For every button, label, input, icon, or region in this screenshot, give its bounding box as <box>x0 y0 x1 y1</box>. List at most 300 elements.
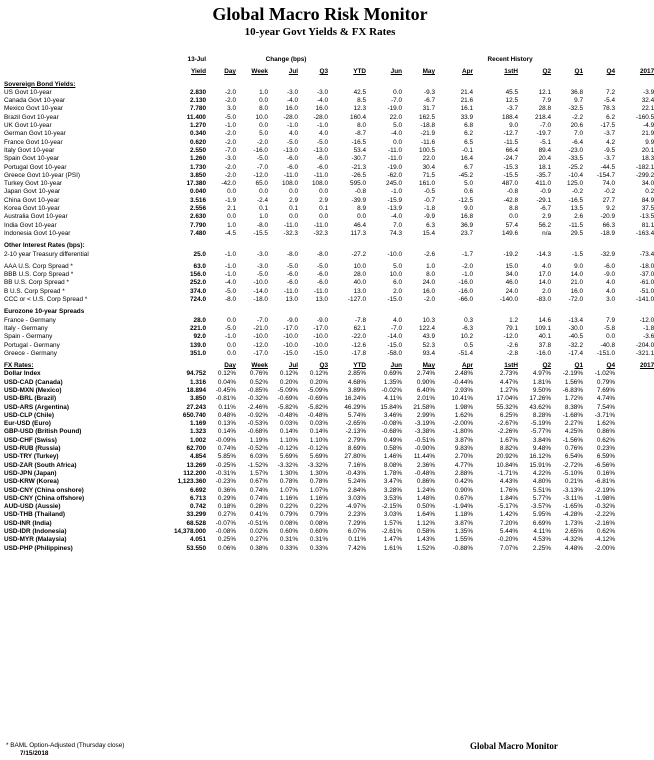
column-header: Q1 <box>574 362 584 370</box>
row-change: -0.52% <box>247 445 268 453</box>
row-change: 30.4 <box>422 163 436 171</box>
row-change: 5.0 <box>393 122 403 130</box>
fx-row <box>4 536 654 544</box>
column-header: Q4 <box>606 362 616 370</box>
row-change: 0.13% <box>217 420 236 428</box>
row-value: 17.380 <box>186 180 206 188</box>
row-change: -3.6 <box>643 333 654 341</box>
row-change: -73.4 <box>639 250 654 258</box>
table-row <box>4 222 654 230</box>
row-change: -11.0 <box>283 171 298 179</box>
row-label: Korea Govt 10-year <box>4 205 60 213</box>
row-label: Greece - Germany <box>4 349 57 357</box>
row-change: 0.14% <box>309 428 328 436</box>
row-value: 0.620 <box>190 138 206 146</box>
row-value: 1,123.360 <box>177 478 206 486</box>
column-header: May <box>422 362 436 370</box>
row-change: 0.08% <box>309 519 328 527</box>
row-label: Turkey Govt 10-year <box>4 180 63 188</box>
row-label: German Govt 10-year <box>4 130 66 138</box>
row-change: 2.84% <box>347 486 367 494</box>
row-change: 7.0 <box>393 221 403 229</box>
section-title-row <box>4 242 654 250</box>
row-change: 79.1 <box>505 324 519 332</box>
row-change: -2.65% <box>345 420 367 428</box>
row-change: 0.11% <box>348 536 367 544</box>
row-change: 0.03% <box>309 420 328 428</box>
row-change: 10.0 <box>389 271 403 279</box>
row-change: -44.5 <box>600 163 616 171</box>
column-header: Jul <box>288 362 298 370</box>
row-change: 1.55% <box>454 536 474 544</box>
row-label: France Govt 10-year <box>4 138 63 146</box>
row-change: 9.48% <box>532 445 552 453</box>
row-change: 31.7 <box>422 105 436 113</box>
row-change: -45.2 <box>458 171 474 179</box>
row-change: 3.53% <box>383 494 403 502</box>
row-change: -5.0 <box>224 113 236 121</box>
row-change: 1.0 <box>259 88 268 96</box>
row-change: 10.3 <box>422 316 436 324</box>
row-change: 0.79% <box>596 378 616 386</box>
row-change: 8.0 <box>426 271 436 279</box>
row-change: 4.22% <box>532 469 552 477</box>
row-change: 0.67% <box>454 494 474 502</box>
row-change: -3.7 <box>604 130 616 138</box>
row-change: 9.50% <box>532 386 552 394</box>
row-change: 3.87% <box>454 519 474 527</box>
table-row <box>4 89 654 97</box>
row-change: 11.44% <box>413 453 436 461</box>
row-change: 1.0 <box>259 213 268 221</box>
row-change: 1.27% <box>499 386 519 394</box>
row-change: 1.84% <box>499 494 519 502</box>
row-change: -14.0 <box>387 333 403 341</box>
row-change: 21.4 <box>460 88 474 96</box>
row-change: 0.0 <box>393 138 403 146</box>
fx-row <box>4 503 654 511</box>
row-change: -6.0 <box>604 262 616 270</box>
row-change: 0.03% <box>279 420 298 428</box>
row-change: 1.72% <box>564 395 584 403</box>
row-change: -3.0 <box>316 88 328 96</box>
row-change: 3.46% <box>383 411 403 419</box>
row-change: -10.0 <box>313 341 328 349</box>
row-change: -1.0 <box>224 250 236 258</box>
row-change: -39.9 <box>351 196 367 204</box>
row-change: -5.8 <box>604 324 616 332</box>
row-change: -4.9 <box>643 122 654 130</box>
row-change: -6.0 <box>316 155 328 163</box>
row-change: -2.19% <box>594 486 616 494</box>
row-change: -13.9 <box>387 205 403 213</box>
row-change: 4.80% <box>532 478 552 486</box>
header-change: Change (bps) <box>265 56 307 63</box>
row-value: 1.316 <box>190 378 206 386</box>
row-label: AAA U.S. Corp Spread * <box>4 262 73 270</box>
row-change: -5.4 <box>604 97 616 105</box>
row-change: -1.68% <box>562 411 584 419</box>
row-change: -7.0 <box>256 163 268 171</box>
row-change: 1.57% <box>249 469 268 477</box>
row-change: -0.09% <box>215 436 236 444</box>
row-change: 0.79% <box>279 511 298 519</box>
row-change: -0.20% <box>497 536 519 544</box>
row-change: -1.8 <box>643 324 654 332</box>
row-change: -21.9 <box>420 130 436 138</box>
row-change: 5.0 <box>393 262 403 270</box>
row-change: 32.4 <box>641 97 654 105</box>
row-change: -5.09% <box>277 386 298 394</box>
row-change: 1.42% <box>499 511 519 519</box>
row-change: 0.0 <box>289 188 298 196</box>
table-row <box>4 296 654 304</box>
row-label: Mexico Govt 10-year <box>4 105 63 113</box>
fx-row <box>4 437 654 445</box>
header-row-top <box>4 56 654 64</box>
row-change: -66.0 <box>458 296 474 304</box>
row-value: 2.830 <box>190 88 206 96</box>
row-change: -2.0 <box>462 262 474 270</box>
row-change: 0.1 <box>259 205 268 213</box>
row-change: -11.5 <box>568 221 584 229</box>
row-label: USD-CAD (Canada) <box>4 378 63 386</box>
row-change: 161.0 <box>419 180 436 188</box>
row-change: -1.0 <box>462 271 474 279</box>
row-change: -15.9 <box>387 196 403 204</box>
row-change: -0.2 <box>604 188 616 196</box>
row-change: -72.0 <box>568 296 584 304</box>
row-change: -5.0 <box>224 324 236 332</box>
row-change: -6.0 <box>286 271 298 279</box>
row-change: 37.8 <box>538 341 552 349</box>
row-change: -3.9 <box>643 88 654 96</box>
row-change: 24.0 <box>422 279 436 287</box>
row-change: 2.01% <box>416 395 436 403</box>
table-row <box>4 350 654 358</box>
row-change: -3.0 <box>256 250 268 258</box>
row-label: BB U.S. Corp Spread * <box>4 279 70 287</box>
row-change: -10.0 <box>253 279 268 287</box>
row-change: 81.1 <box>641 221 654 229</box>
row-change: 4.25% <box>564 428 584 436</box>
row-value: 2.550 <box>190 146 206 154</box>
row-change: 27.80% <box>344 453 367 461</box>
row-change: -9.3 <box>424 88 436 96</box>
row-change: -9.5 <box>604 146 616 154</box>
fx-title: FX Rates: <box>4 362 34 370</box>
row-change: -30.7 <box>351 155 367 163</box>
row-change: 2.48% <box>454 370 474 378</box>
table-row <box>4 263 654 271</box>
row-change: 1.16% <box>309 494 328 502</box>
row-change: 3.87% <box>454 436 474 444</box>
row-change: -2.2 <box>572 113 584 121</box>
row-change: 4.47% <box>499 378 519 386</box>
row-change: 12.5 <box>505 97 519 105</box>
row-label: BBB U.S. Corp Spread * <box>4 271 74 279</box>
column-header: Day <box>224 362 236 370</box>
row-label: USD-THB (Thailand) <box>4 511 66 519</box>
row-change: 1.16% <box>279 494 298 502</box>
footnote-block <box>6 742 124 758</box>
row-change: -19.7 <box>536 130 552 138</box>
row-change: -8.0 <box>316 250 328 258</box>
row-change: -0.44% <box>452 378 474 386</box>
row-change: -0.81% <box>215 395 236 403</box>
row-change: 2.73% <box>499 370 519 378</box>
row-change: -0.92% <box>247 411 268 419</box>
row-change: 0.06% <box>217 544 236 552</box>
row-change: 1.43% <box>416 536 436 544</box>
fx-row <box>4 395 654 403</box>
row-value: 53.550 <box>186 544 206 552</box>
row-change: 13.5 <box>570 205 584 213</box>
row-change: -15.5 <box>503 171 519 179</box>
row-change: -17.0 <box>283 324 298 332</box>
row-change: -21.3 <box>351 163 367 171</box>
row-change: -1.9 <box>224 196 236 204</box>
row-change: 12.3 <box>353 105 367 113</box>
row-change: 1.10% <box>309 436 328 444</box>
row-change: -3.11% <box>563 494 584 502</box>
row-change: 65.0 <box>255 180 268 188</box>
row-change: 0.67% <box>249 478 268 486</box>
row-change: 0.0 <box>606 333 616 341</box>
column-header: 1stH <box>504 68 519 76</box>
row-label: Japan Govt 10-year <box>4 188 61 196</box>
row-change: 1.98% <box>454 403 474 411</box>
row-change: 0.36% <box>217 486 236 494</box>
row-change: -2.0 <box>224 163 236 171</box>
row-value: 156.0 <box>190 271 206 279</box>
row-change: 1.07% <box>309 486 328 494</box>
row-change: 6.40% <box>416 386 436 394</box>
row-change: 66.3 <box>602 221 616 229</box>
row-change: -2.6 <box>424 250 436 258</box>
row-change: -2.00% <box>594 544 616 552</box>
row-change: 10.0 <box>255 113 268 121</box>
row-change: 17.0 <box>538 271 552 279</box>
row-change: -1.80% <box>452 428 474 436</box>
row-change: 122.4 <box>419 324 436 332</box>
row-change: 0.12% <box>279 370 298 378</box>
table-row <box>4 155 654 163</box>
row-change: -1.02% <box>594 370 616 378</box>
row-change: -40.8 <box>600 341 616 349</box>
row-change: 24.0 <box>505 287 519 295</box>
row-change: 6.7 <box>464 163 474 171</box>
row-change: -0.7 <box>424 196 436 204</box>
row-change: -141.0 <box>636 296 654 304</box>
row-change: -5.0 <box>224 287 236 295</box>
header-spacer <box>4 56 172 64</box>
row-change: -12.6 <box>351 341 367 349</box>
row-change: 16.0 <box>422 287 436 295</box>
row-change: 0.12% <box>309 370 328 378</box>
row-change: 5.69% <box>279 453 298 461</box>
row-change: -1.94% <box>452 503 474 511</box>
row-change: 36.9 <box>460 221 474 229</box>
row-change: -15.0 <box>313 349 328 357</box>
row-change: 0.76% <box>564 445 584 453</box>
row-change: 1.48% <box>416 494 436 502</box>
row-label: USD-IDR (Indonesia) <box>4 528 67 536</box>
row-change: 7.42% <box>347 544 367 552</box>
row-label: AUD-USD (Aussie) <box>4 503 61 511</box>
column-header: Day <box>224 68 236 76</box>
row-change: -14.3 <box>536 250 552 258</box>
row-change: 0.48% <box>217 411 236 419</box>
row-value: 0.742 <box>190 503 206 511</box>
row-change: -32.9 <box>600 250 616 258</box>
row-change: 4.48% <box>564 544 584 552</box>
row-change: -35.7 <box>536 171 552 179</box>
row-value: 18.894 <box>186 386 206 394</box>
row-change: -3.38% <box>414 428 436 436</box>
row-change: -29.1 <box>536 196 552 204</box>
table-row <box>4 333 654 341</box>
row-change: -3.32% <box>277 461 298 469</box>
row-change: -0.32% <box>594 503 616 511</box>
row-label: USD-CHF (Swiss) <box>4 436 57 444</box>
row-change: 93.4 <box>422 349 436 357</box>
row-label: USD-KRW (Korea) <box>4 478 59 486</box>
table-row <box>4 205 654 213</box>
row-change: -0.1 <box>462 146 474 154</box>
row-change: 7.9 <box>606 316 616 324</box>
row-change: 1.67% <box>499 436 519 444</box>
row-change: -9.0 <box>286 316 298 324</box>
row-change: -1.7 <box>462 250 474 258</box>
row-change: 4.11% <box>384 395 403 403</box>
row-value: 6.692 <box>190 486 206 494</box>
row-change: -8.0 <box>256 221 268 229</box>
row-change: 2.36% <box>416 461 436 469</box>
row-change: 3.0 <box>606 296 616 304</box>
row-change: 0.11% <box>218 403 236 411</box>
row-change: 4.0 <box>606 287 616 295</box>
row-change: 10.0 <box>353 262 367 270</box>
row-change: 34.0 <box>505 271 519 279</box>
row-change: 1.10% <box>279 436 298 444</box>
row-change: 1.46% <box>383 453 403 461</box>
fx-row <box>4 420 654 428</box>
row-label: Dollar Index <box>4 370 41 378</box>
row-change: 0.76% <box>249 370 268 378</box>
row-change: -8.7 <box>355 130 367 138</box>
row-change: -154.7 <box>596 171 616 179</box>
row-change: -8.0 <box>224 296 236 304</box>
row-value: 13.269 <box>186 461 206 469</box>
row-change: 10.41% <box>451 395 474 403</box>
row-change: 4.0 <box>542 262 552 270</box>
row-change: -4.97% <box>345 503 367 511</box>
fx-column-header-row <box>4 362 654 370</box>
row-change: -2.15% <box>381 503 403 511</box>
row-value: 650.740 <box>182 411 206 419</box>
row-change: 5.77% <box>532 494 552 502</box>
row-change: 14.6 <box>538 316 552 324</box>
row-change: -2.72% <box>562 461 584 469</box>
row-change: -3.19% <box>414 420 436 428</box>
row-change: 89.4 <box>538 146 552 154</box>
column-header: Q1 <box>574 68 584 76</box>
column-header: 1stH <box>504 362 519 370</box>
row-change: 13.0 <box>353 287 367 295</box>
row-change: -0.69% <box>307 395 328 403</box>
row-change: 2.25% <box>532 544 552 552</box>
row-label: USD-MYR (Malaysia) <box>4 536 67 544</box>
row-change: -6.81% <box>594 478 616 486</box>
row-value: 1.169 <box>190 420 206 428</box>
table-row <box>4 139 654 147</box>
row-label: France - Germany <box>4 316 56 324</box>
fx-row <box>4 428 654 436</box>
column-header: Q2 <box>542 362 552 370</box>
row-change: 0.90% <box>416 378 436 386</box>
row-change: -321.1 <box>636 349 654 357</box>
row-change: 6.3 <box>426 221 436 229</box>
row-change: 0.18% <box>217 503 236 511</box>
row-value: 27.243 <box>186 403 206 411</box>
row-value: 1.002 <box>190 436 206 444</box>
row-change: 1.35% <box>454 528 474 536</box>
row-change: -16.0 <box>536 349 552 357</box>
row-change: 71.5 <box>422 171 436 179</box>
row-value: 25.0 <box>193 250 206 258</box>
row-change: -0.23% <box>215 478 236 486</box>
row-label: China Govt 10-year <box>4 196 60 204</box>
row-change: n/a <box>542 229 552 237</box>
row-label: Australia Govt 10-year <box>4 213 68 221</box>
row-change: 9.9 <box>645 138 654 146</box>
table-row <box>4 105 654 113</box>
row-change: 0.0 <box>319 213 328 221</box>
row-label: GBP-USD (British Pound) <box>4 428 82 436</box>
row-change: -15.3 <box>503 163 519 171</box>
row-change: -5.82% <box>277 403 298 411</box>
row-change: -1.5 <box>572 250 584 258</box>
row-change: -0.07% <box>215 519 236 527</box>
column-header: Week <box>251 362 268 370</box>
row-change: -9.0 <box>316 316 328 324</box>
row-change: 0.0 <box>259 188 268 196</box>
row-change: -25.2 <box>568 163 584 171</box>
row-change: 6.69% <box>532 519 552 527</box>
row-value: 1.260 <box>190 155 206 163</box>
row-change: 117.3 <box>350 229 367 237</box>
row-change: 2.0 <box>542 287 552 295</box>
row-change: 4.0 <box>606 279 616 287</box>
row-change: 4.68% <box>347 378 367 386</box>
row-change: -0.02% <box>381 386 403 394</box>
row-change: -2.0 <box>424 296 436 304</box>
row-change: -1.65% <box>562 503 584 511</box>
row-label: USD-CLP (Chile) <box>4 411 54 419</box>
row-change: -3.0 <box>224 155 236 163</box>
row-change: -4.32% <box>562 536 584 544</box>
row-change: 0.25% <box>217 536 236 544</box>
row-change: 33.9 <box>460 113 474 121</box>
row-change: 0.12% <box>217 370 236 378</box>
row-change: 4.97% <box>532 370 552 378</box>
row-change: -0.12% <box>277 445 298 453</box>
row-change: -16.5 <box>351 138 367 146</box>
row-value: 724.0 <box>190 296 206 304</box>
row-change: 27.7 <box>602 196 616 204</box>
row-change: 1.19% <box>249 436 268 444</box>
